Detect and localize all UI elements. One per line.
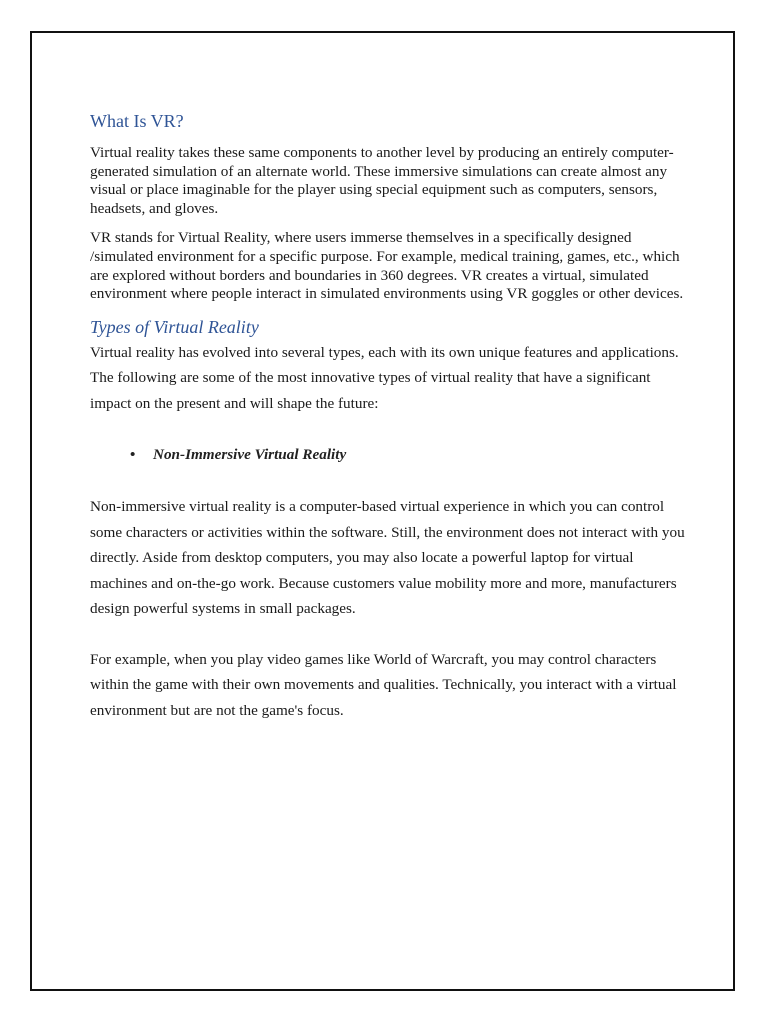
paragraph-spacer <box>90 622 690 647</box>
heading-what-is-vr: What Is VR? <box>90 111 184 131</box>
document-content <box>90 109 690 723</box>
document-page <box>30 31 735 991</box>
paragraph-example: For example, when you play video games like World of Warcraft, you may control characters within the game with their own movements and qualities. Technically, you interact with a virtual environment but are not the game's focus. <box>90 650 677 719</box>
paragraph-types-intro: Virtual reality has evolved into several types, each with its own unique features and applications. The following are some of the most innovative types of virtual reality that have a significant impact on the present and will shape the future: <box>90 343 679 412</box>
bullet-icon: • <box>130 446 136 464</box>
bullet-label: Non-Immersive Virtual Reality <box>153 446 347 464</box>
paragraph-non-immersive: Non-immersive virtual reality is a computer-based virtual experience in which you can control some characters or activities within the software. Still, the environment does not interact with you directly. Aside from desktop computers, you may also locate a powerful laptop for virtual machines and on-the-go work. Because customers value mobility more and more, manufacturers design powerful systems in small packages. <box>90 498 685 618</box>
bullet-non-immersive <box>130 442 690 467</box>
paragraph-vr-definition: VR stands for Virtual Reality, where users immerse themselves in a specifically designed /simulated environment for a specific purpose. For example, medical training, games, etc., which are explored without borders and boundaries in 360 degrees. VR creates a virtual, simulated environment where people interact in simulated environments using VR goggles or other devices. <box>90 229 684 303</box>
paragraph-vr-intro: Virtual reality takes these same components to another level by producing an entirely computer-generated simulation of an alternate world. These immersive simulations can create almost any visual or place imaginable for the player using special equipment such as computers, sensors, headsets, and gloves. <box>90 144 674 217</box>
heading-types-of-vr: Types of Virtual Reality <box>90 316 259 337</box>
types-bullet-list <box>90 442 690 467</box>
